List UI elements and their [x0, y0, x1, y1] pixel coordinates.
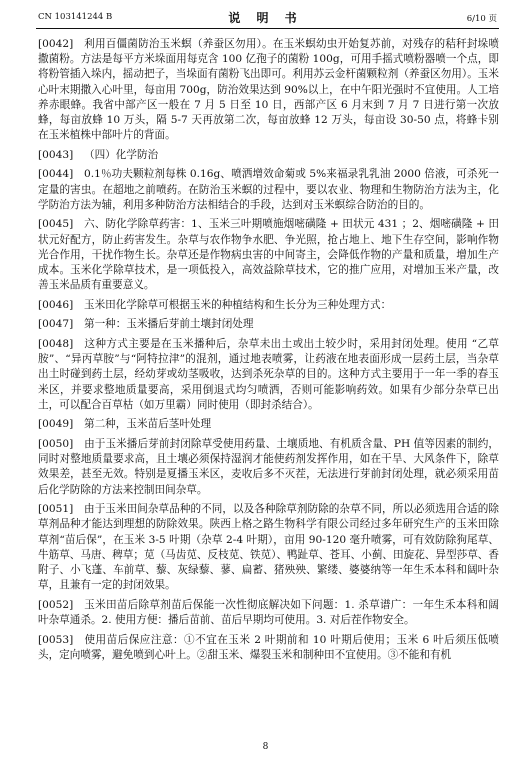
paragraph-text: 第一种：玉米播后芽前土壤封闭处理 [84, 318, 254, 331]
paragraph [38, 148, 499, 163]
page-number: 8 [262, 742, 269, 752]
paragraph-text: 由于玉米播后芽前封闭除草受使用药量、土壤质地、有机质含量、PH 值等因素的制约，同时对整地质量要求高，且土壤必须保持湿润才能使药剂发挥作用，如在干旱、大风条件下，除草效果差，甚至无效。特别是夏播玉米区，麦收后多不灭茬，无法进行芽前封闭处理，就必须采用苗后化学防除的方法来控制田间杂草。 [38, 438, 499, 496]
page-indicator: 6/10 页 [466, 14, 497, 24]
paragraph-number: [0044] [38, 168, 74, 181]
paragraph-text: 使用苗后保应注意：①不宜在玉米 2 叶期前和 10 叶期后使用；玉米 6 叶后须压低喷头，定向喷雾，避免喷到心叶上。②甜玉米、爆裂玉米和制种田不宜使用。③不能和有机 [38, 633, 499, 661]
paragraph [38, 598, 499, 628]
paragraph-number: [0048] [38, 338, 74, 350]
paragraph [38, 167, 499, 213]
description-body [38, 37, 499, 667]
paragraph-number: [0051] [38, 503, 74, 516]
paragraph [38, 417, 499, 432]
paragraph-text: 第二种，玉米苗后茎叶处理 [84, 418, 212, 431]
paragraph-number: [0049] [38, 418, 74, 431]
paragraph-number: [0047] [38, 318, 74, 331]
paragraph [38, 437, 499, 498]
header-rule [36, 28, 499, 29]
paragraph-text: 这种方式主要是在玉米播种后，杂草未出土或出土较少时，采用封闭处理。使用 “乙草胺”、“异丙草胺”与“阿特拉津”的混剂，通过地表喷雾，让药液在地表面形成一层药土层，当杂草出土时碰到药土层，经幼芽或幼茎吸收，达到杀死杂草的目的。这种方式主要用于一年一季的春玉米区，并要求整地质量要高，采用倒退式均匀喷洒，否则可能影响药效。如果有少部分杂草已出土，可以配合百草枯（如万里霸）同时使用（即封杀结合）。 [38, 338, 499, 411]
paragraph-text: （四）化学防治 [84, 148, 159, 161]
paragraph-number: [0046] [38, 298, 74, 311]
document-title: 说 明 书 [228, 11, 303, 25]
paragraph-number: [0050] [38, 438, 74, 450]
paragraph-number: [0045] [38, 218, 74, 231]
paragraph-text: 0.1％功夫颗粒剂每株 0.16g、喷洒增效命菊或 5%来福录乳乳油 2000 倍液，可杀死一定量的害虫。在超地之前喷药。在防治玉米螟的过程中，要以农业、物理和生物防治方法为主，化学防治方法为辅，利用多种防治方法相结合的手段，达到对玉米螟综合防治的目的。 [38, 168, 499, 211]
paragraph [38, 217, 499, 293]
paragraph [38, 337, 499, 413]
paragraph-number: [0043] [38, 148, 74, 161]
paragraph-number: [0053] [38, 633, 74, 646]
paragraph [38, 37, 499, 143]
paragraph [38, 502, 499, 593]
paragraph-number: [0052] [38, 598, 74, 611]
paragraph-text: 利用百僵菌防治玉米螟（养蚕区勿用）。在玉米螟幼虫开始复苏前，对残存的秸秆封垛喷撒菌粉。方法是每平方米垛面用每克含 100 亿孢子的菌粉 100g，可用手摇式喷粉器喷一个点，即将粉管插入垛内，摇动把子，当垛面有菌粉飞出即可。利用苏云金杆菌颗粒剂（养蚕区勿用）。玉米心叶末期撒入心叶里，每亩用 700g，防治效果达到 90%以上，在中午阳光强时不宜使用。人工培养赤眼蜂。我省中部产区一般在 7 月 5 日至 10 日，西部产区 6 月末到 7 月 7 日进行第一次放蜂，每亩放蜂 10 万头，隔 5-7 天再放第二次，每亩放蜂 12 万头，每亩设 30-50 点，将蜂卡别在玉米植株中部叶片的背面。 [38, 38, 499, 142]
paragraph-text: 玉米田化学除草可根据玉米的种植结构和生长分为三种处理方式： [84, 298, 392, 311]
paragraph-text: 由于玉米田间杂草品种的不同，以及各种除草剂防除的杂草不同，所以必须选用合适的除草剂品种才能达到理想的防除效果。陕西上格之路生物科学有限公司经过多年研究生产的玉米田除草剂“苗后保”，在玉米 3-5 叶期（杂草 2-4 叶期），亩用 90-120 毫升喷雾，可有效防除狗尾草、牛筋草、马唐、稗草；苋（马齿苋、反枝苋、铁苋）、鸭趾草、苍耳、小蓟、田旋花、异型莎草、香附子、小飞蓬、车前草、藜、灰绿藜、蓼、扁蓄、猪殃殃、繁缕、婆婆纳等一年生禾本科和阔叶杂草，且兼有一定的封闭效果。 [38, 503, 499, 592]
paragraph [38, 298, 499, 313]
paragraph [38, 633, 499, 663]
patent-number: CN 103141244 B [38, 12, 113, 22]
paragraph-number: [0042] [38, 38, 74, 50]
paragraph-text: 玉米田苗后除草剂苗后保能一次性彻底解决如下问题：1. 杀草谱广：一年生禾本科和阔叶杂草通杀。2. 使用方便：播后苗前、苗后早期均可使用。3. 对后茬作物安全。 [38, 598, 499, 627]
paragraph-text: 六、防化学除草药害：1、玉米三叶期喷施烟嘧磺隆 + 田状元 431 ；2、烟嘧磺隆 + 田状元好配方，防止药害发生。杂草与农作物争水肥、争光照，抢占地上、地下生存空间，影响作物光合作用，干扰作物生长。杂草还是作物病虫害的中间寄主，会降低作物的产量和质量，增加生产成本。玉米化学除草技术，是一项低投入，高效益除草技术，它的推广应用，对增加玉米产量，改善玉米品质有重要意义。 [38, 218, 499, 292]
paragraph [38, 317, 499, 332]
